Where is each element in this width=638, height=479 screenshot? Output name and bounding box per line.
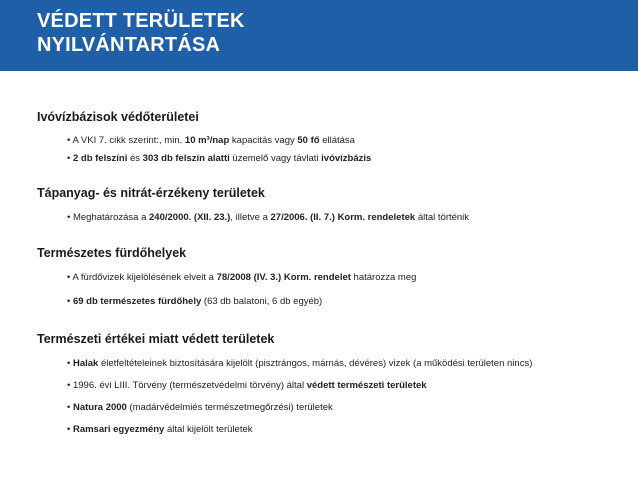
- page-title-line-1: VÉDETT TERÜLETEK: [37, 10, 245, 32]
- bold-run: 27/2006. (II. 7.) Korm. rendeletek: [270, 212, 416, 223]
- section-title-nitrate: Tápanyag- és nitrát-érzékeny területek: [37, 186, 265, 200]
- bullet-item: • Halak életfeltételeinek biztosítására kijelölt (pisztrángos, márnás, dévéres) vizek (a működési területen nincs): [67, 358, 533, 369]
- bullet-item: • Natura 2000 (madárvédelmiés természetmegőrzési) területek: [67, 402, 333, 413]
- bold-run: 303 db felszín alatti: [142, 153, 230, 164]
- bullet-item: • Meghatározása a 240/2000. (XII. 23.), illetve a 27/2006. (II. 7.) Korm. rendeletek által történik: [67, 212, 470, 223]
- bullet-item: • Ramsari egyezmény által kijelölt területek: [67, 424, 253, 435]
- section-title-bathing: Természetes fürdőhelyek: [37, 246, 187, 260]
- bold-run: 78/2008 (IV. 3.) Korm. rendelet: [216, 272, 351, 283]
- bullet-item: • 69 db természetes fürdőhely (63 db balatoni, 6 db egyéb): [67, 296, 323, 307]
- bold-run: Natura 2000: [72, 402, 127, 413]
- bullet-item: • 1996. évi LIII. Törvény (természetvédelmi törvény) által védett természeti területek: [67, 380, 427, 391]
- bold-run: 10 m³/nap: [184, 135, 230, 146]
- bold-run: Ramsari egyezmény: [72, 424, 165, 435]
- bold-run: ivóvízbázis: [321, 153, 372, 164]
- section-title-nature-protection: Természeti értékei miatt védett területek: [37, 332, 275, 346]
- bold-run: 240/2000. (XII. 23.): [149, 212, 231, 223]
- bullet-item: • A VKI 7. cikk szerint:, min. 10 m³/nap kapacitás vagy 50 fő ellátása: [67, 135, 355, 146]
- section-title-drinking-water: Ivóvízbázisok védőterületei: [37, 110, 199, 124]
- bullet-item: • A fürdővizek kijelölésének elveit a 78/2008 (IV. 3.) Korm. rendelet határozza meg: [67, 272, 417, 283]
- page-title-line-2: NYILVÁNTARTÁSA: [37, 34, 221, 56]
- bold-run: 2 db felszíni: [72, 153, 128, 164]
- bold-run: Halak: [72, 358, 99, 369]
- bold-run: 50 fő: [297, 135, 320, 146]
- bold-run: 69 db természetes fürdőhely: [72, 296, 202, 307]
- bold-run: védett természeti területek: [306, 380, 427, 391]
- bullet-item: • 2 db felszíni és 303 db felszín alatti üzemelő vagy távlati ivóvízbázis: [67, 153, 372, 164]
